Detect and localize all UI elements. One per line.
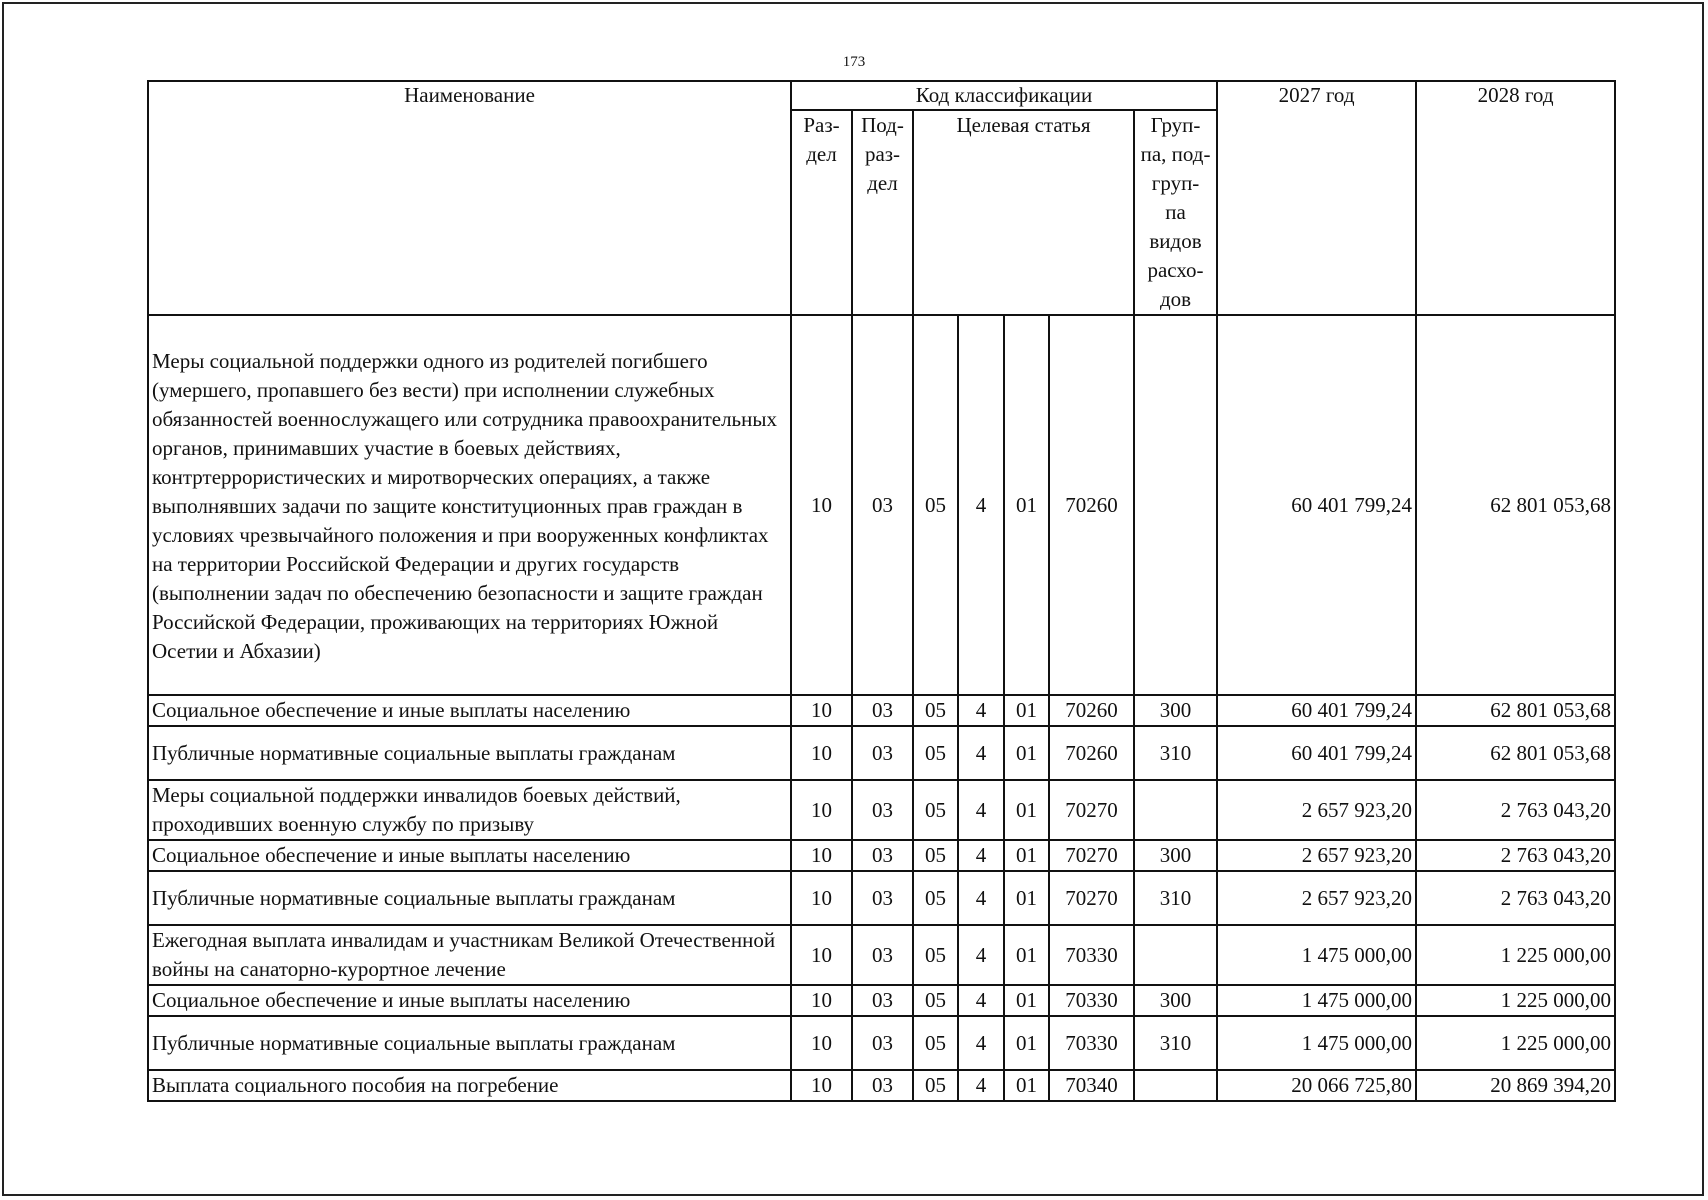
row-amount-2027: 1 475 000,00: [1217, 985, 1416, 1016]
row-target-program: 05: [913, 985, 958, 1016]
row-section: 10: [791, 1070, 852, 1101]
row-expense-group: 300: [1134, 695, 1217, 726]
row-section: 10: [791, 780, 852, 840]
table-row: [148, 726, 1615, 780]
row-name: Публичные нормативные социальные выплаты гражданам: [148, 726, 791, 780]
table-row: [148, 695, 1615, 726]
row-amount-2027: 60 401 799,24: [1217, 726, 1416, 780]
row-expense-group: 300: [1134, 840, 1217, 871]
row-expense-group: 300: [1134, 985, 1217, 1016]
header-target-article: Целевая статья: [913, 110, 1134, 315]
row-target-type: 4: [958, 726, 1004, 780]
budget-table: [147, 80, 1616, 1102]
row-target-direction: 70260: [1049, 726, 1134, 780]
row-target-subprogram: 01: [1004, 726, 1049, 780]
row-subsection: 03: [852, 315, 913, 695]
row-target-program: 05: [913, 925, 958, 985]
row-name: Публичные нормативные социальные выплаты гражданам: [148, 1016, 791, 1070]
header-name: Наименование: [148, 81, 791, 315]
row-name: Меры социальной поддержки инвалидов боевых действий, проходивших военную службу по призыву: [148, 780, 791, 840]
row-target-subprogram: 01: [1004, 1070, 1049, 1101]
row-section: 10: [791, 1016, 852, 1070]
page-number: 173: [842, 54, 866, 70]
row-section: 10: [791, 925, 852, 985]
row-amount-2028: 2 763 043,20: [1416, 840, 1615, 871]
row-amount-2027: 20 066 725,80: [1217, 1070, 1416, 1101]
row-name: Выплата социального пособия на погребение: [148, 1070, 791, 1101]
row-target-type: 4: [958, 871, 1004, 925]
row-target-program: 05: [913, 315, 958, 695]
row-subsection: 03: [852, 780, 913, 840]
row-target-type: 4: [958, 840, 1004, 871]
row-amount-2028: 2 763 043,20: [1416, 780, 1615, 840]
row-target-program: 05: [913, 871, 958, 925]
row-amount-2027: 60 401 799,24: [1217, 315, 1416, 695]
row-name: Социальное обеспечение и иные выплаты населению: [148, 985, 791, 1016]
row-name: Меры социальной поддержки одного из родителей погибшего (умершего, пропавшего без вести) при исполнении служебных обязанностей военнослужащего или сотрудника правоохранительных органов, принимавших участие в боевых действиях, контртеррористических и миротворческих операциях, а также выполнявших задачи по защите конституционных прав граждан в условиях чрезвычайного положения и при вооруженных конфликтах на территории Российской Федерации и других государств (выполнении задач по обеспечению безопасности и защите граждан Российской Федерации, проживающих на территориях Южной Осетии и Абхазии): [148, 315, 791, 695]
row-name: Ежегодная выплата инвалидам и участникам Великой Отечественной войны на санаторно-курортное лечение: [148, 925, 791, 985]
row-subsection: 03: [852, 1016, 913, 1070]
row-amount-2027: 1 475 000,00: [1217, 1016, 1416, 1070]
row-target-type: 4: [958, 695, 1004, 726]
header-subsection: Под- раз- дел: [852, 110, 913, 315]
row-expense-group: [1134, 315, 1217, 695]
row-target-direction: 70260: [1049, 315, 1134, 695]
row-target-direction: 70260: [1049, 695, 1134, 726]
row-target-direction: 70330: [1049, 925, 1134, 985]
row-target-program: 05: [913, 1070, 958, 1101]
table-row: [148, 871, 1615, 925]
row-target-type: 4: [958, 1070, 1004, 1101]
row-target-program: 05: [913, 695, 958, 726]
row-amount-2028: 2 763 043,20: [1416, 871, 1615, 925]
row-target-program: 05: [913, 726, 958, 780]
row-target-subprogram: 01: [1004, 780, 1049, 840]
row-target-type: 4: [958, 780, 1004, 840]
row-amount-2028: 1 225 000,00: [1416, 925, 1615, 985]
row-target-subprogram: 01: [1004, 695, 1049, 726]
row-name: Социальное обеспечение и иные выплаты населению: [148, 695, 791, 726]
row-target-direction: 70330: [1049, 985, 1134, 1016]
row-amount-2028: 1 225 000,00: [1416, 1016, 1615, 1070]
row-target-subprogram: 01: [1004, 840, 1049, 871]
row-target-subprogram: 01: [1004, 315, 1049, 695]
row-subsection: 03: [852, 840, 913, 871]
row-subsection: 03: [852, 925, 913, 985]
row-amount-2027: 1 475 000,00: [1217, 925, 1416, 985]
row-expense-group: 310: [1134, 1016, 1217, 1070]
table-row: [148, 840, 1615, 871]
header-year-2027: 2027 год: [1217, 81, 1416, 315]
row-target-direction: 70270: [1049, 780, 1134, 840]
row-target-type: 4: [958, 315, 1004, 695]
row-amount-2028: 62 801 053,68: [1416, 726, 1615, 780]
row-target-direction: 70270: [1049, 840, 1134, 871]
row-subsection: 03: [852, 726, 913, 780]
row-amount-2027: 60 401 799,24: [1217, 695, 1416, 726]
row-amount-2028: 1 225 000,00: [1416, 985, 1615, 1016]
table-row: [148, 985, 1615, 1016]
row-expense-group: [1134, 925, 1217, 985]
row-amount-2028: 62 801 053,68: [1416, 315, 1615, 695]
row-name: Социальное обеспечение и иные выплаты населению: [148, 840, 791, 871]
row-subsection: 03: [852, 985, 913, 1016]
header-year-2028: 2028 год: [1416, 81, 1615, 315]
row-expense-group: 310: [1134, 726, 1217, 780]
row-target-program: 05: [913, 840, 958, 871]
row-target-subprogram: 01: [1004, 1016, 1049, 1070]
row-target-type: 4: [958, 985, 1004, 1016]
row-target-subprogram: 01: [1004, 925, 1049, 985]
row-target-direction: 70340: [1049, 1070, 1134, 1101]
row-subsection: 03: [852, 871, 913, 925]
row-expense-group: [1134, 780, 1217, 840]
table-row: [148, 1016, 1615, 1070]
row-amount-2027: 2 657 923,20: [1217, 780, 1416, 840]
row-subsection: 03: [852, 695, 913, 726]
row-subsection: 03: [852, 1070, 913, 1101]
row-section: 10: [791, 726, 852, 780]
table-body: [148, 315, 1615, 1101]
row-amount-2028: 20 869 394,20: [1416, 1070, 1615, 1101]
row-expense-group: 310: [1134, 871, 1217, 925]
row-amount-2028: 62 801 053,68: [1416, 695, 1615, 726]
table-row: [148, 315, 1615, 695]
row-section: 10: [791, 985, 852, 1016]
row-expense-group: [1134, 1070, 1217, 1101]
table-row: [148, 780, 1615, 840]
row-amount-2027: 2 657 923,20: [1217, 840, 1416, 871]
header-classification-code: Код классификации: [791, 81, 1217, 110]
table-row: [148, 925, 1615, 985]
row-target-direction: 70330: [1049, 1016, 1134, 1070]
row-target-type: 4: [958, 1016, 1004, 1070]
row-target-program: 05: [913, 1016, 958, 1070]
row-target-subprogram: 01: [1004, 985, 1049, 1016]
row-target-type: 4: [958, 925, 1004, 985]
row-section: 10: [791, 871, 852, 925]
row-section: 10: [791, 695, 852, 726]
row-section: 10: [791, 840, 852, 871]
table-row: [148, 1070, 1615, 1101]
header-section: Раз- дел: [791, 110, 852, 315]
row-target-subprogram: 01: [1004, 871, 1049, 925]
row-target-program: 05: [913, 780, 958, 840]
row-section: 10: [791, 315, 852, 695]
header-expense-group: Груп- па, под- груп- па видов расхо- дов: [1134, 110, 1217, 315]
row-name: Публичные нормативные социальные выплаты гражданам: [148, 871, 791, 925]
row-amount-2027: 2 657 923,20: [1217, 871, 1416, 925]
row-target-direction: 70270: [1049, 871, 1134, 925]
